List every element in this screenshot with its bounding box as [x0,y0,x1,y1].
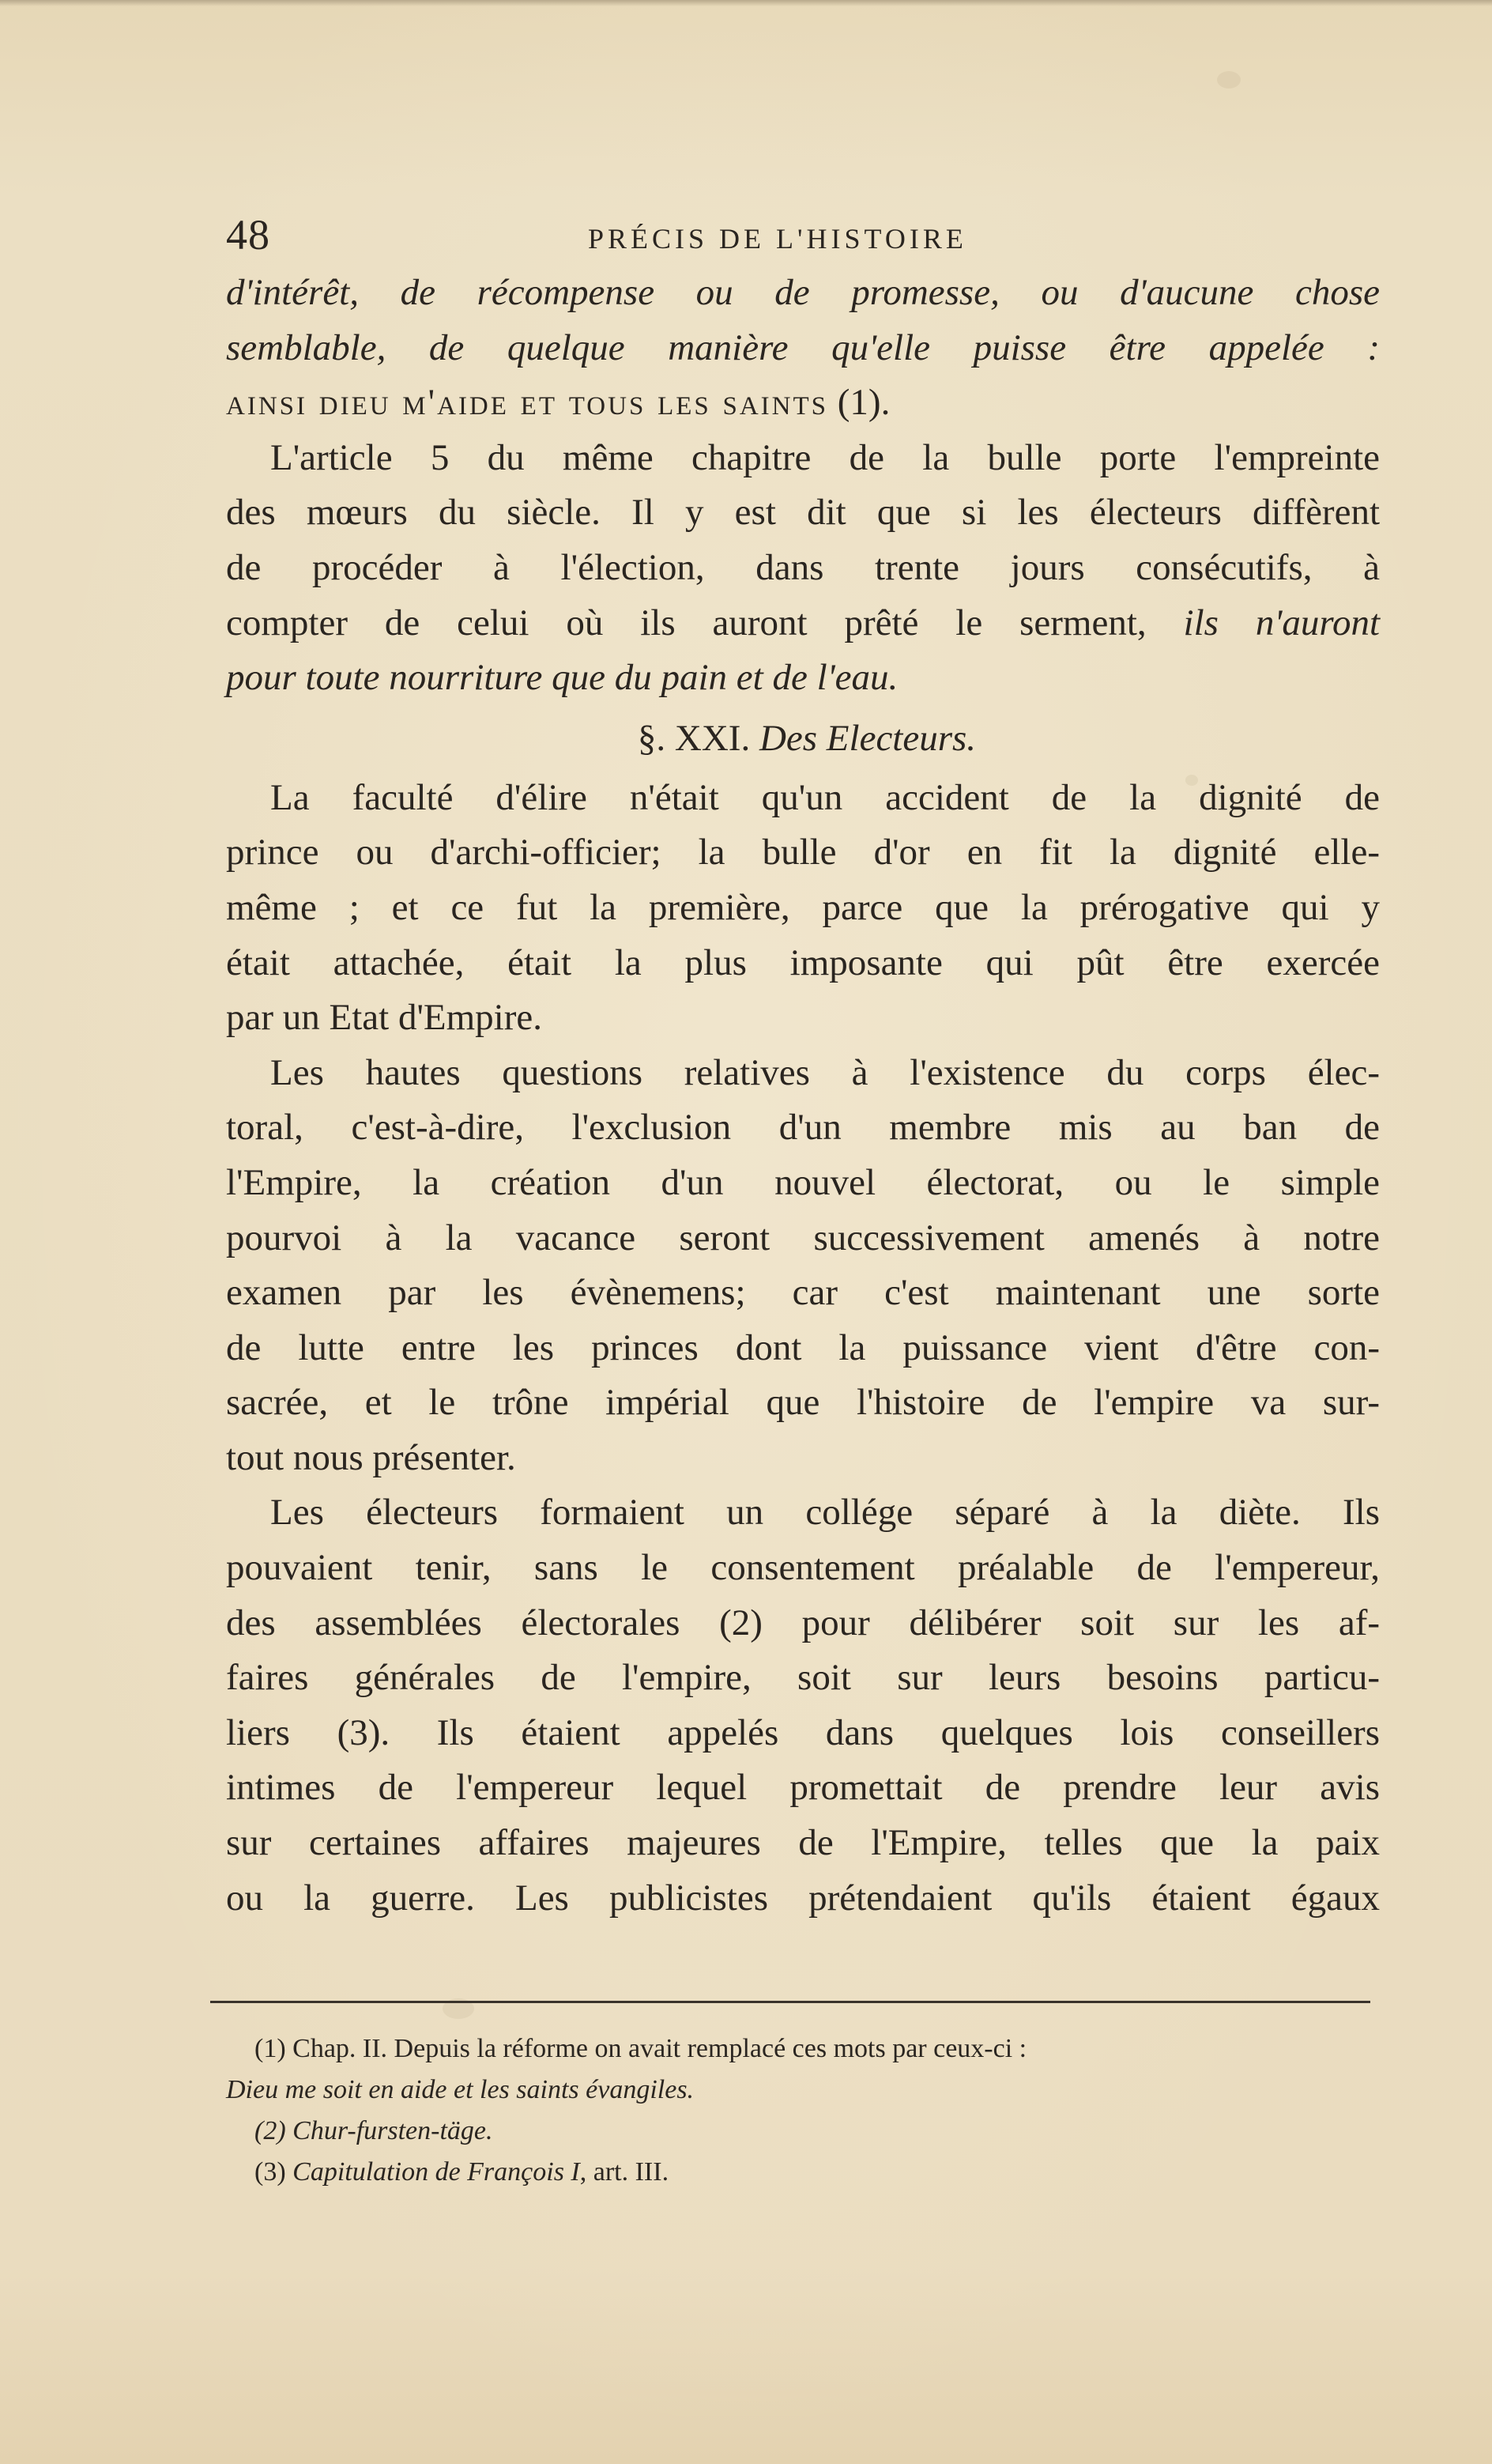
footnote-ref: (1). [828,382,891,424]
text-line: des mœurs du siècle. Il y est dit que si les électeurs diffèrent [226,492,1380,534]
oath-small-caps: ainsi dieu m'aide et tous les saints [226,382,829,424]
text-line: de procéder à l'élection, dans trente jours consécutifs, à [226,546,1380,588]
paragraph-start: L'article 5 du même chapitre de la bulle porte l'empreinte [270,436,1380,478]
section-heading [226,706,1380,771]
footnotes [226,2028,1380,2193]
text-line: l'Empire, la création d'un nouvel électorat, ou le simple [226,1161,1380,1203]
italic-fragment: ils n'auront [1183,602,1380,643]
footnote-1-continuation: Dieu me soit en aide et les saints évangiles. [226,2075,695,2104]
text-line: sur certaines affaires majeures de l'Empire, telles que la paix [226,1822,1380,1864]
footnote-3-marker: (3) [254,2157,293,2187]
text-line: même ; et ce fut la première, parce que la prérogative qui y [226,886,1380,928]
page-edge [0,0,1492,6]
text-line: intimes de l'empereur lequel promettait de prendre leur avis [226,1767,1380,1809]
paper-stain [1217,71,1241,89]
text-line: ou la guerre. Les publicistes prétendaient qu'ils étaient égaux [226,1877,1380,1919]
paragraph-start: La faculté d'élire n'était qu'un accident de la dignité de [270,776,1380,818]
text-fragment: compter de celui où ils auront prêté le serment, [226,602,1184,643]
running-title: PRÉCIS DE L'HISTOIRE [588,223,967,255]
text-line [226,596,1380,651]
text-line: pouvaient tenir, sans le consentement préalable de l'empereur, [226,1547,1380,1589]
footnote-3-title: Capitulation de François I [292,2157,580,2187]
section-title: Des Electeurs. [759,717,977,759]
main-text [226,266,1380,1926]
text-line: liers (3). Ils étaient appelés dans quelques lois conseillers [226,1711,1380,1753]
footnote-divider [210,2001,1370,2003]
text-line: de lutte entre les princes dont la puissance vient d'être con- [226,1326,1380,1368]
text-line: par un Etat d'Empire. [226,997,543,1039]
text-line: pour toute nourriture que du pain et de l'eau. [226,657,899,699]
footnote-2: (2) Chur-fursten-täge. [254,2116,493,2145]
section-number: §. XXI. [637,717,759,759]
text-line: était attachée, était la plus imposante qui pût être exercée [226,941,1380,983]
text-line: sacrée, et le trône impérial que l'histoire de l'empire va sur- [226,1382,1380,1424]
text-line: examen par les évènemens; car c'est maintenant une sorte [226,1272,1380,1314]
paragraph-start: Les hautes questions relatives à l'existence du corps élec- [270,1051,1380,1093]
text-line: toral, c'est-à-dire, l'exclusion d'un membre mis au ban de [226,1107,1380,1149]
text-line: d'intérêt, de récompense ou de promesse, ou d'aucune chose [226,272,1380,313]
text-line: des assemblées électorales (2) pour délibérer soit sur les af- [226,1602,1380,1643]
page-header [226,207,1380,262]
page-number: 48 [226,211,270,258]
text-line: faires générales de l'empire, soit sur leurs besoins particu- [226,1657,1380,1699]
text-line: prince ou d'archi-officier; la bulle d'or en fit la dignité elle- [226,832,1380,874]
footnote-1: (1) Chap. II. Depuis la réforme on avait remplacé ces mots par ceux-ci : [254,2034,1027,2063]
paragraph-start: Les électeurs formaient un collége séparé à la diète. Ils [270,1492,1380,1534]
text-line: tout nous présenter. [226,1436,516,1478]
text-line: semblable, de quelque manière qu'elle puisse être appelée : [226,326,1380,368]
footnote-3 [226,2152,1380,2193]
footnote-3-ref: , art. III. [579,2157,669,2187]
text-line [226,375,1380,431]
text-line: pourvoi à la vacance seront successivement amenés à notre [226,1217,1380,1258]
